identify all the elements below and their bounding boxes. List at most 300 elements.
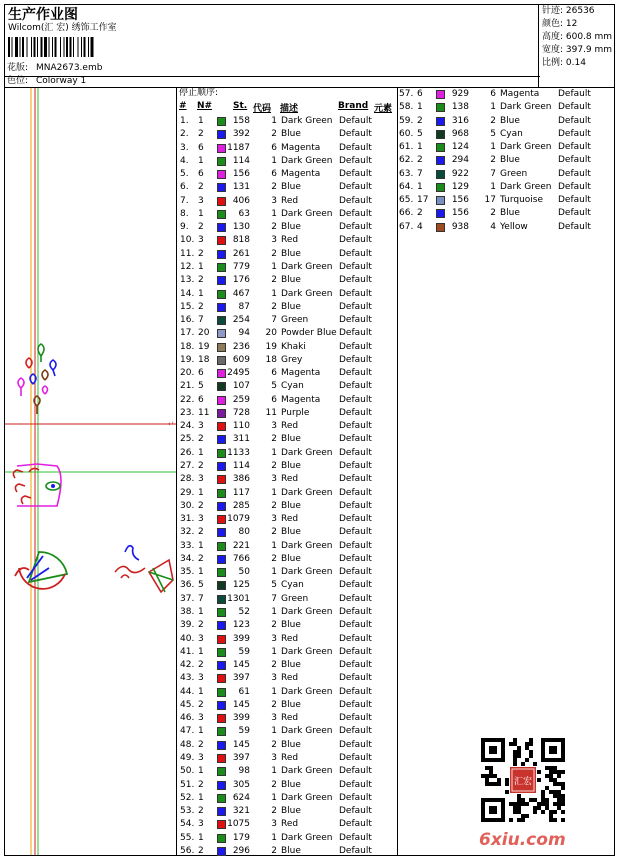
color-swatch xyxy=(217,727,226,736)
stitch-count: 1187 xyxy=(227,142,250,153)
stitch-count: 1301 xyxy=(227,593,250,604)
stop-index: 22. xyxy=(180,394,195,405)
color-code: 2 xyxy=(271,739,277,750)
color-code: 7 xyxy=(271,315,277,326)
needle-number: 3 xyxy=(198,235,204,246)
stop-index: 38. xyxy=(180,606,195,617)
stop-sequence-label: 停止顺序: xyxy=(179,88,219,98)
stop-row xyxy=(180,739,398,752)
color-swatch xyxy=(217,369,226,378)
color-description: Khaki xyxy=(281,341,306,352)
color-description: Green xyxy=(281,315,309,326)
stop-row xyxy=(399,207,617,220)
color-description: Dark Green xyxy=(281,606,333,617)
stop-index: 14. xyxy=(180,288,195,299)
stitch-count: 609 xyxy=(232,354,250,365)
brand-name: Default xyxy=(339,567,372,578)
color-code: 7 xyxy=(490,168,496,179)
preview-divider xyxy=(176,87,177,856)
stop-row xyxy=(180,420,398,433)
stop-index: 36. xyxy=(180,580,195,591)
brand-name: Default xyxy=(558,168,591,179)
stop-index: 54. xyxy=(180,819,195,830)
color-code: 3 xyxy=(271,819,277,830)
stitch-count: 114 xyxy=(232,461,250,472)
color-swatch xyxy=(217,462,226,471)
color-count: 颜色: 12 xyxy=(542,19,578,29)
color-code: 3 xyxy=(271,195,277,206)
color-swatch xyxy=(217,409,226,418)
stitch-count: 321 xyxy=(232,806,250,817)
stop-row xyxy=(399,141,617,154)
stitch-count: 399 xyxy=(232,633,250,644)
brand-name: Default xyxy=(339,315,372,326)
color-swatch xyxy=(217,515,226,524)
stitch-count: 386 xyxy=(232,474,250,485)
color-swatch xyxy=(217,542,226,551)
color-code: 1 xyxy=(271,208,277,219)
color-swatch xyxy=(217,661,226,670)
brand-name: Default xyxy=(339,832,372,843)
needle-number: 17 xyxy=(417,195,429,206)
stop-row xyxy=(180,500,398,513)
color-description: Blue xyxy=(281,275,301,286)
brand-name: Default xyxy=(339,381,372,392)
needle-number: 7 xyxy=(198,593,204,604)
stitch-count: 59 xyxy=(238,646,250,657)
col-stitches: St. xyxy=(233,101,248,111)
stop-row xyxy=(180,805,398,818)
color-code: 6 xyxy=(271,394,277,405)
stop-row xyxy=(180,553,398,566)
color-code: 4 xyxy=(490,221,496,232)
color-description: Cyan xyxy=(500,128,523,139)
color-code: 2 xyxy=(271,434,277,445)
needle-number: 2 xyxy=(198,553,204,564)
needle-number: 1 xyxy=(198,686,204,697)
color-code: 1 xyxy=(271,726,277,737)
stitch-count: 1133 xyxy=(227,447,250,458)
seal-text: 汇宏 xyxy=(513,777,533,787)
stats-panel xyxy=(542,5,612,70)
stitch-count: 138 xyxy=(451,102,469,113)
color-description: Dark Green xyxy=(281,116,333,126)
color-swatch xyxy=(436,90,445,99)
brand-name: Default xyxy=(339,461,372,472)
stitch-count: 114 xyxy=(232,155,250,166)
stop-row xyxy=(399,128,617,141)
color-swatch xyxy=(217,807,226,816)
brand-name: Default xyxy=(339,514,372,525)
stop-row xyxy=(180,367,398,380)
stitch-count: 124 xyxy=(451,142,469,153)
stitch-count: 59 xyxy=(238,726,250,737)
stitch-count: 145 xyxy=(232,739,250,750)
stop-index: 9. xyxy=(180,222,189,233)
brand-name: Default xyxy=(339,593,372,604)
needle-number: 2 xyxy=(198,660,204,671)
stitch-count: 87 xyxy=(238,301,250,312)
stop-index: 16. xyxy=(180,315,195,326)
color-swatch xyxy=(217,502,226,511)
stop-row xyxy=(180,540,398,553)
stop-index: 29. xyxy=(180,487,195,498)
barcode xyxy=(8,37,116,57)
color-code: 2 xyxy=(271,275,277,286)
brand-name: Default xyxy=(339,169,372,180)
needle-number: 6 xyxy=(198,394,204,405)
color-swatch xyxy=(217,581,226,590)
col-code: 代码 xyxy=(253,104,272,114)
needle-number: 6 xyxy=(198,368,204,379)
brand-name: Default xyxy=(339,819,372,830)
stop-row xyxy=(180,433,398,446)
color-description: Blue xyxy=(500,155,520,166)
stop-row xyxy=(180,168,398,181)
stop-row xyxy=(399,154,617,167)
stitch-count: 1075 xyxy=(227,819,250,830)
needle-number: 3 xyxy=(198,819,204,830)
stop-index: 15. xyxy=(180,301,195,312)
stop-row xyxy=(180,274,398,287)
brand-name: Default xyxy=(339,222,372,233)
brand-name: Default xyxy=(339,806,372,817)
stitch-count: 63 xyxy=(238,208,250,219)
company-name: Wilcom(汇 宏) 绣饰工作室 xyxy=(8,23,117,33)
color-code: 17 xyxy=(484,195,496,206)
stop-row xyxy=(399,101,617,114)
stitch-count: 179 xyxy=(232,832,250,843)
color-swatch xyxy=(217,568,226,577)
stop-row xyxy=(180,646,398,659)
stop-row xyxy=(180,752,398,765)
col-index: # xyxy=(179,101,187,111)
color-code: 20 xyxy=(265,328,277,339)
brand-name: Default xyxy=(339,845,372,856)
brand-name: Default xyxy=(339,646,372,657)
stitch-count: 50 xyxy=(238,567,250,578)
color-description: Cyan xyxy=(281,381,304,392)
brand-name: Default xyxy=(339,606,372,617)
color-swatch xyxy=(217,396,226,405)
color-description: Dark Green xyxy=(500,142,552,153)
color-swatch xyxy=(217,847,226,856)
stop-row xyxy=(180,142,398,155)
stop-index: 39. xyxy=(180,620,195,631)
color-code: 5 xyxy=(271,580,277,591)
color-code: 7 xyxy=(271,593,277,604)
needle-number: 2 xyxy=(417,115,423,126)
needle-number: 5 xyxy=(198,580,204,591)
color-code: 2 xyxy=(271,301,277,312)
stitch-count: 158 xyxy=(232,116,250,126)
stitch-count: 156 xyxy=(451,195,469,206)
color-code: 1 xyxy=(271,832,277,843)
brand-name: Default xyxy=(339,540,372,551)
color-description: Blue xyxy=(281,739,301,750)
colorway-value: Colorway 1 xyxy=(36,76,87,86)
needle-number: 2 xyxy=(198,129,204,140)
stop-index: 51. xyxy=(180,779,195,790)
color-swatch xyxy=(217,263,226,272)
stop-row xyxy=(180,181,398,194)
brand-name: Default xyxy=(339,792,372,803)
colorway-label: 色位: xyxy=(7,76,29,86)
color-description: Blue xyxy=(281,222,301,233)
stop-index: 63. xyxy=(399,168,414,179)
color-description: Dark Green xyxy=(281,766,333,777)
stop-row xyxy=(399,221,617,234)
stop-index: 64. xyxy=(399,181,414,192)
color-swatch xyxy=(436,170,445,179)
stitch-count: 285 xyxy=(232,500,250,511)
brand-name: Default xyxy=(339,447,372,458)
color-swatch xyxy=(217,157,226,166)
color-description: Dark Green xyxy=(281,646,333,657)
color-swatch xyxy=(217,210,226,219)
brand-name: Default xyxy=(339,182,372,193)
color-swatch xyxy=(217,303,226,312)
stop-index: 47. xyxy=(180,726,195,737)
stitch-count: 922 xyxy=(451,168,469,179)
needle-number: 3 xyxy=(198,673,204,684)
color-description: Dark Green xyxy=(281,832,333,843)
stop-row xyxy=(180,832,398,845)
stop-row xyxy=(180,234,398,247)
brand-name: Default xyxy=(558,155,591,166)
color-swatch xyxy=(217,382,226,391)
color-swatch xyxy=(217,236,226,245)
color-code: 2 xyxy=(271,779,277,790)
brand-name: Default xyxy=(339,248,372,259)
color-swatch xyxy=(217,555,226,564)
stop-row xyxy=(180,725,398,738)
stitch-count: 311 xyxy=(232,434,250,445)
kite-motif xyxy=(115,546,173,592)
stitch-count: 61 xyxy=(238,686,250,697)
needle-number: 2 xyxy=(198,461,204,472)
color-code: 1 xyxy=(271,646,277,657)
stop-index: 21. xyxy=(180,381,195,392)
stop-row xyxy=(180,606,398,619)
stitch-count: 316 xyxy=(451,115,469,126)
needle-number: 1 xyxy=(198,726,204,737)
color-code: 5 xyxy=(271,381,277,392)
color-description: Magenta xyxy=(281,142,321,153)
color-swatch xyxy=(217,170,226,179)
stop-row xyxy=(180,354,398,367)
color-code: 1 xyxy=(271,487,277,498)
stitch-count: 728 xyxy=(232,407,250,418)
needle-number: 2 xyxy=(198,806,204,817)
brand-name: Default xyxy=(339,116,372,126)
stop-index: 8. xyxy=(180,208,189,219)
brand-name: Default xyxy=(339,487,372,498)
brand-name: Default xyxy=(339,275,372,286)
color-swatch xyxy=(217,356,226,365)
color-description: Dark Green xyxy=(500,102,552,113)
color-description: Blue xyxy=(281,699,301,710)
brand-name: Default xyxy=(339,155,372,166)
stitch-count: 129 xyxy=(451,181,469,192)
brand-name: Default xyxy=(558,89,591,99)
needle-number: 2 xyxy=(198,739,204,750)
stitch-count: 236 xyxy=(232,341,250,352)
color-code: 2 xyxy=(271,248,277,259)
color-description: Blue xyxy=(281,248,301,259)
color-description: Magenta xyxy=(281,394,321,405)
color-code: 1 xyxy=(490,181,496,192)
stop-row xyxy=(180,115,398,128)
stop-row xyxy=(180,261,398,274)
color-code: 11 xyxy=(265,407,277,418)
svg-text:↵: ↵ xyxy=(168,420,174,428)
color-code: 2 xyxy=(271,699,277,710)
stop-index: 45. xyxy=(180,699,195,710)
color-swatch xyxy=(436,143,445,152)
brand-name: Default xyxy=(339,660,372,671)
fan-motif xyxy=(15,552,67,589)
color-description: Dark Green xyxy=(281,686,333,697)
stop-index: 41. xyxy=(180,646,195,657)
color-code: 18 xyxy=(265,354,277,365)
stop-row xyxy=(180,765,398,778)
color-description: Blue xyxy=(500,115,520,126)
color-description: Blue xyxy=(281,527,301,538)
stop-row xyxy=(180,341,398,354)
stop-index: 31. xyxy=(180,514,195,525)
stitch-count: 1079 xyxy=(227,514,250,525)
stop-index: 57. xyxy=(399,89,414,99)
stitch-count: 117 xyxy=(232,487,250,498)
stitch-count: 94 xyxy=(238,328,250,339)
needle-number: 3 xyxy=(198,474,204,485)
brand-name: Default xyxy=(558,142,591,153)
stop-index: 61. xyxy=(399,142,414,153)
stop-row xyxy=(180,301,398,314)
brand-name: Default xyxy=(339,208,372,219)
stitch-count: 296 xyxy=(232,845,250,856)
needle-number: 2 xyxy=(198,620,204,631)
color-swatch xyxy=(217,701,226,710)
needle-number: 1 xyxy=(198,540,204,551)
needle-number: 1 xyxy=(198,832,204,843)
color-code: 6 xyxy=(271,169,277,180)
color-description: Red xyxy=(281,474,299,485)
stop-index: 42. xyxy=(180,660,195,671)
stop-row xyxy=(180,208,398,221)
stop-index: 37. xyxy=(180,593,195,604)
stop-index: 56. xyxy=(180,845,195,856)
stop-index: 11. xyxy=(180,248,195,259)
stop-row xyxy=(180,792,398,805)
needle-number: 2 xyxy=(198,527,204,538)
color-code: 3 xyxy=(271,235,277,246)
stitch-count: 406 xyxy=(232,195,250,206)
col-brand: Brand xyxy=(338,101,369,111)
stop-index: 44. xyxy=(180,686,195,697)
col-description: 描述 xyxy=(280,104,299,114)
color-description: Dark Green xyxy=(281,261,333,272)
color-swatch xyxy=(217,250,226,259)
color-code: 1 xyxy=(271,686,277,697)
color-description: Red xyxy=(281,819,299,830)
stitch-count: 397 xyxy=(232,752,250,763)
color-description: Grey xyxy=(281,354,303,365)
stop-index: 52. xyxy=(180,792,195,803)
needle-number: 6 xyxy=(417,89,423,99)
color-description: Red xyxy=(281,752,299,763)
color-swatch xyxy=(217,290,226,299)
stop-row xyxy=(180,221,398,234)
color-swatch xyxy=(436,130,445,139)
design-height: 高度: 600.8 mm xyxy=(542,32,613,42)
color-description: Blue xyxy=(281,553,301,564)
color-code: 2 xyxy=(271,500,277,511)
stitch-count: 929 xyxy=(451,89,469,99)
color-description: Blue xyxy=(281,620,301,631)
brand-name: Default xyxy=(558,102,591,113)
stop-index: 49. xyxy=(180,752,195,763)
needle-number: 2 xyxy=(198,434,204,445)
stitch-count: 125 xyxy=(232,580,250,591)
stitch-count: 156 xyxy=(451,208,469,219)
color-swatch xyxy=(217,489,226,498)
stitch-count: 938 xyxy=(451,221,469,232)
stop-index: 60. xyxy=(399,128,414,139)
stop-index: 7. xyxy=(180,195,189,206)
color-swatch xyxy=(436,196,445,205)
brand-name: Default xyxy=(558,181,591,192)
color-code: 2 xyxy=(271,806,277,817)
stop-index: 33. xyxy=(180,540,195,551)
stitch-count: 305 xyxy=(232,779,250,790)
design-preview xyxy=(5,88,176,855)
stitch-count: 254 xyxy=(232,315,250,326)
brand-name: Default xyxy=(558,195,591,206)
color-code: 2 xyxy=(271,461,277,472)
color-swatch xyxy=(217,741,226,750)
stop-index: 40. xyxy=(180,633,195,644)
color-description: Magenta xyxy=(500,89,540,99)
color-description: Blue xyxy=(281,129,301,140)
needle-number: 1 xyxy=(417,181,423,192)
color-swatch xyxy=(217,475,226,484)
color-description: Magenta xyxy=(281,368,321,379)
stop-row xyxy=(180,314,398,327)
brand-name: Default xyxy=(339,752,372,763)
stitch-count: 467 xyxy=(232,288,250,299)
needle-number: 1 xyxy=(417,102,423,113)
color-swatch xyxy=(217,117,226,126)
color-description: Blue xyxy=(281,182,301,193)
stop-index: 65. xyxy=(399,195,414,206)
color-code: 1 xyxy=(271,567,277,578)
stop-index: 53. xyxy=(180,806,195,817)
color-description: Red xyxy=(281,421,299,432)
stop-index: 30. xyxy=(180,500,195,511)
needle-number: 18 xyxy=(198,354,210,365)
stop-row xyxy=(180,288,398,301)
stop-index: 28. xyxy=(180,474,195,485)
brand-name: Default xyxy=(339,686,372,697)
stop-index: 27. xyxy=(180,461,195,472)
color-code: 3 xyxy=(271,673,277,684)
stitch-count: 399 xyxy=(232,713,250,724)
color-code: 2 xyxy=(271,620,277,631)
color-code: 3 xyxy=(271,633,277,644)
color-description: Blue xyxy=(281,806,301,817)
